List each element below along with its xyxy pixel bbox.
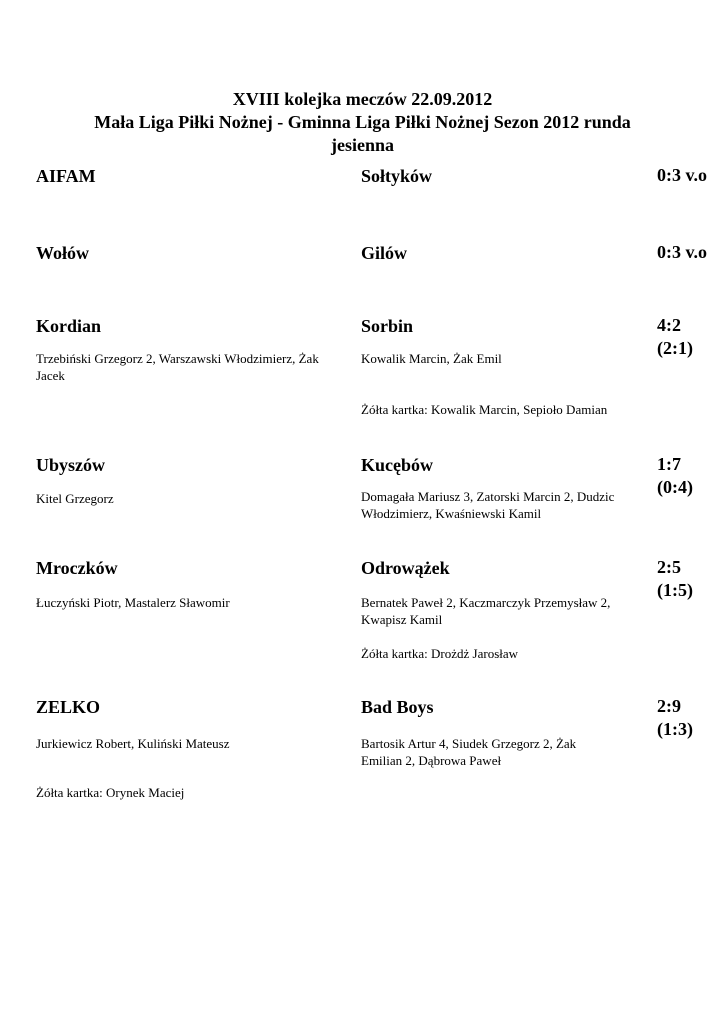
away-team: Sorbin	[361, 316, 414, 336]
away-team: Sołtyków	[361, 166, 433, 186]
page-title: XVIII kolejka meczów 22.09.2012	[232, 89, 493, 109]
match-score	[657, 453, 725, 499]
home-team: Mroczków	[36, 558, 118, 578]
away-team: Kucębów	[361, 455, 433, 475]
half-time-score: (0:4)	[657, 477, 693, 497]
away-team: Gilów	[361, 243, 408, 263]
home-team: Ubyszów	[36, 455, 106, 475]
home-scorers: Łuczyński Piotr, Mastalerz Sławomir	[36, 595, 230, 610]
away-scorers: Bernatek Paweł 2, Kaczmarczyk Przemysław 2, Kwapisz Kamil	[361, 595, 611, 627]
half-time-score: (1:3)	[657, 719, 693, 739]
away-scorers: Domagała Mariusz 3, Zatorski Marcin 2, Dudzic Włodzimierz, Kwaśniewski Kamil	[361, 489, 615, 521]
away-scorers: Bartosik Artur 4, Siudek Grzegorz 2, Żak Emilian 2, Dąbrowa Paweł	[361, 736, 577, 768]
match-score	[657, 695, 725, 741]
match-score	[657, 241, 725, 264]
match-score	[657, 164, 725, 187]
match-score	[657, 314, 725, 360]
home-team: ZELKO	[36, 697, 101, 717]
away-yellow-cards: Żółta kartka: Kowalik Marcin, Sepioło Damian	[361, 402, 608, 417]
home-team: Kordian	[36, 316, 102, 336]
home-scorers: Trzebiński Grzegorz 2, Warszawski Włodzimierz, Żak Jacek	[36, 351, 319, 383]
home-team: AIFAM	[36, 166, 96, 186]
final-score: 1:7	[657, 454, 681, 474]
home-scorers: Kitel Grzegorz	[36, 491, 114, 506]
final-score: 0:3 v.o	[657, 165, 708, 185]
half-time-score: (2:1)	[657, 338, 693, 358]
home-scorers: Jurkiewicz Robert, Kuliński Mateusz	[36, 736, 230, 751]
home-yellow-cards: Żółta kartka: Orynek Maciej	[36, 785, 185, 800]
away-team: Odrowążek	[361, 558, 450, 578]
away-team: Bad Boys	[361, 697, 434, 717]
final-score: 2:5	[657, 557, 681, 577]
page-subtitle: Mała Liga Piłki Nożnej - Gminna Liga Piłki Nożnej Sezon 2012 runda	[94, 112, 631, 132]
final-score: 4:2	[657, 315, 681, 335]
away-yellow-cards: Żółta kartka: Drożdż Jarosław	[361, 646, 519, 661]
final-score: 2:9	[657, 696, 681, 716]
final-score: 0:3 v.o	[657, 242, 708, 262]
away-scorers: Kowalik Marcin, Żak Emil	[361, 351, 502, 366]
half-time-score: (1:5)	[657, 580, 693, 600]
match-score	[657, 556, 725, 602]
home-team: Wołów	[36, 243, 90, 263]
page-subtitle-continued: jesienna	[331, 135, 394, 155]
